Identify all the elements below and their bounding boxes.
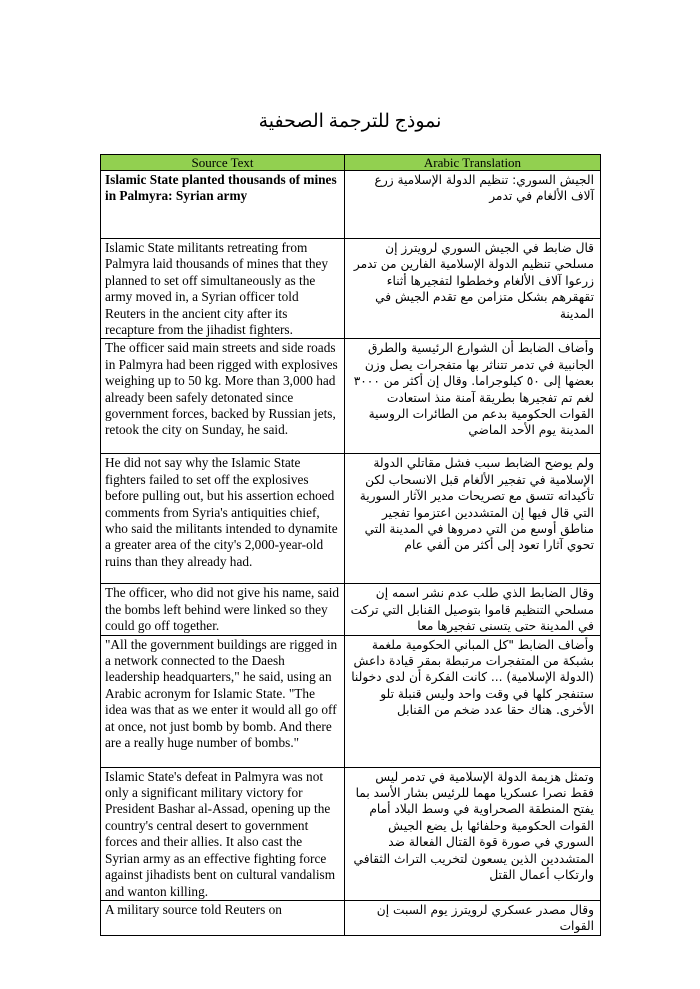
table-row <box>101 239 601 339</box>
source-cell: Islamic State's defeat in Palmyra was not only a significant military victory for President Bashar al-Assad, opening up the country's central desert to government forces and their allies. It also cast the Syrian army as an effective fighting force against jihadists bent on cultural vandalism and wanton killing. <box>101 767 345 900</box>
arabic-cell: وقال الضابط الذي طلب عدم نشر اسمه إن مسلحي التنظيم قاموا بتوصيل القنابل التي تركت في المدينة حتى يتسنى تفجيرها معا <box>345 584 601 635</box>
table-row <box>101 171 601 239</box>
table-header-row <box>101 155 601 171</box>
source-cell: The officer said main streets and side roads in Palmyra had been rigged with explosives weighing up to 50 kg. More than 3,000 had already been safely detonated since government forces, backed by Russian jets, retook the city on Sunday, he said. <box>101 339 345 454</box>
arabic-cell: وأضاف الضابط أن الشوارع الرئيسية والطرق الجانبية في تدمر تتناثر بها متفجرات يصل وزن بعضها إلى ٥٠ كيلوجراما. وقال إن أكثر من ٣٠٠٠ لغم تم تفجيرها بطريقة آمنة منذ استعادت القوات الحكومية بدعم من الطائرات الروسية المدينة يوم الأحد الماضي <box>345 339 601 454</box>
table-row <box>101 339 601 454</box>
source-cell: He did not say why the Islamic State fighters failed to set off the explosives before pulling out, but his assertion echoed comments from Syria's antiquities chief, who said the militants intended to dynamite a greater area of the city's 2,000-year-old ruins than they already had. <box>101 454 345 584</box>
arabic-column-header: Arabic Translation <box>345 155 601 171</box>
arabic-cell: ولم يوضح الضابط سبب فشل مقاتلي الدولة الإسلامية في تفجير الألغام قبل الانسحاب لكن تأكيداته تتسق مع تصريحات مدير الآثار السورية التي قال فيها إن المتشددين اعتزموا تفجير مناطق أوسع من التي دمروها في المدينة التي تحوي آثارا تعود إلى أكثر من ألفي عام <box>345 454 601 584</box>
table-row <box>101 454 601 584</box>
arabic-cell: وأضاف الضابط "كل المباني الحكومية ملغمة بشبكة من المتفجرات مرتبطة بمقر قيادة داعش (الدولة الإسلامية) ... كانت الفكرة أن لدى دخولنا ستنفجر كلها في وقت واحد وليس قنبلة تلو الأخرى. هناك حقا عدد ضخم من القنابل <box>345 635 601 767</box>
source-column-header: Source Text <box>101 155 345 171</box>
translation-table <box>100 154 601 936</box>
source-cell: "All the government buildings are rigged in a network connected to the Daesh leadership headquarters," he said, using an Arabic acronym for Islamic State. "The idea was that as we enter it would all go off at once, not just bomb by bomb. And there are a really huge number of bombs." <box>101 635 345 767</box>
source-cell: The officer, who did not give his name, said the bombs left behind were linked so they could go off together. <box>101 584 345 635</box>
arabic-cell: وقال مصدر عسكري لرويترز يوم السبت إن القوات <box>345 900 601 935</box>
table-row <box>101 900 601 935</box>
source-cell: Islamic State planted thousands of mines in Palmyra: Syrian army <box>101 171 345 239</box>
arabic-cell: وتمثل هزيمة الدولة الإسلامية في تدمر ليس فقط نصرا عسكريا مهما للرئيس بشار الأسد بما يفتح المنطقة الصحراوية في وسط البلاد أمام القوات الحكومية وحلفائها بل يضع الجيش السوري في صورة قوة القتال الفعالة ضد المتشددين الذين يسعون لتخريب التراث الثقافي وارتكاب أعمال القتل <box>345 767 601 900</box>
source-cell: A military source told Reuters on <box>101 900 345 935</box>
table-row <box>101 767 601 900</box>
page-title: نموذج للترجمة الصحفية <box>258 111 442 132</box>
arabic-cell: الجيش السوري: تنظيم الدولة الإسلامية زرع آلاف الألغام في تدمر <box>345 171 601 239</box>
source-cell: Islamic State militants retreating from Palmyra laid thousands of mines that they planned to set off simultaneously as the army moved in, a Syrian officer told Reuters in the ancient city after its recapture from the jihadist fighters. <box>101 239 345 339</box>
table-row <box>101 635 601 767</box>
table-row <box>101 584 601 635</box>
arabic-cell: قال ضابط في الجيش السوري لرويترز إن مسلحي تنظيم الدولة الإسلامية الفارين من تدمر زرعوا آلاف الألغام وخططوا لتفجيرها أثناء تقهقرهم بشكل متزامن مع تقدم الجيش في المدينة <box>345 239 601 339</box>
